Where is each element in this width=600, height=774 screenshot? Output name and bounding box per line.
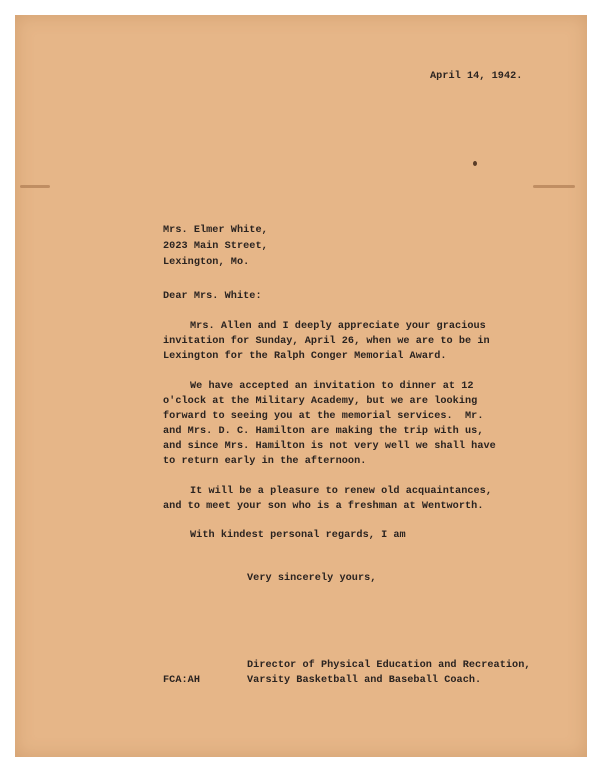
- paragraph-2-line: o'clock at the Military Academy, but we are looking: [163, 396, 478, 407]
- letter-date: April 14, 1942.: [430, 71, 523, 82]
- paragraph-3-line: and to meet your son who is a freshman at Wentworth.: [163, 501, 484, 512]
- recipient-city: Lexington, Mo.: [163, 257, 250, 268]
- signature-title-line: Director of Physical Education and Recreation,: [247, 660, 531, 671]
- reference-initials: FCA:AH: [163, 675, 200, 686]
- paragraph-2-line: and since Mrs. Hamilton is not very well we shall have: [163, 441, 496, 452]
- binder-hole-mark-right: [533, 185, 575, 188]
- paragraph-2-line: and Mrs. D. C. Hamilton are making the trip with us,: [163, 426, 484, 437]
- recipient-name: Mrs. Elmer White,: [163, 225, 268, 236]
- paragraph-2-line: forward to seeing you at the memorial services. Mr.: [163, 411, 484, 422]
- binder-hole-mark-left: [20, 185, 50, 188]
- recipient-street: 2023 Main Street,: [163, 241, 268, 252]
- ink-spot: [473, 161, 477, 166]
- paragraph-1-line: Lexington for the Ralph Conger Memorial Award.: [163, 351, 447, 362]
- salutation: Dear Mrs. White:: [163, 291, 262, 302]
- complimentary-close: Very sincerely yours,: [247, 573, 377, 584]
- paragraph-3-line: It will be a pleasure to renew old acquaintances,: [190, 486, 493, 497]
- closing-line: With kindest personal regards, I am: [190, 530, 406, 541]
- paragraph-1-line: invitation for Sunday, April 26, when we are to be in: [163, 336, 490, 347]
- paragraph-2-line: We have accepted an invitation to dinner at 12: [190, 381, 474, 392]
- signature-title-line: Varsity Basketball and Baseball Coach.: [247, 675, 482, 686]
- paragraph-1-line: Mrs. Allen and I deeply appreciate your gracious: [190, 321, 486, 332]
- paragraph-2-line: to return early in the afternoon.: [163, 456, 367, 467]
